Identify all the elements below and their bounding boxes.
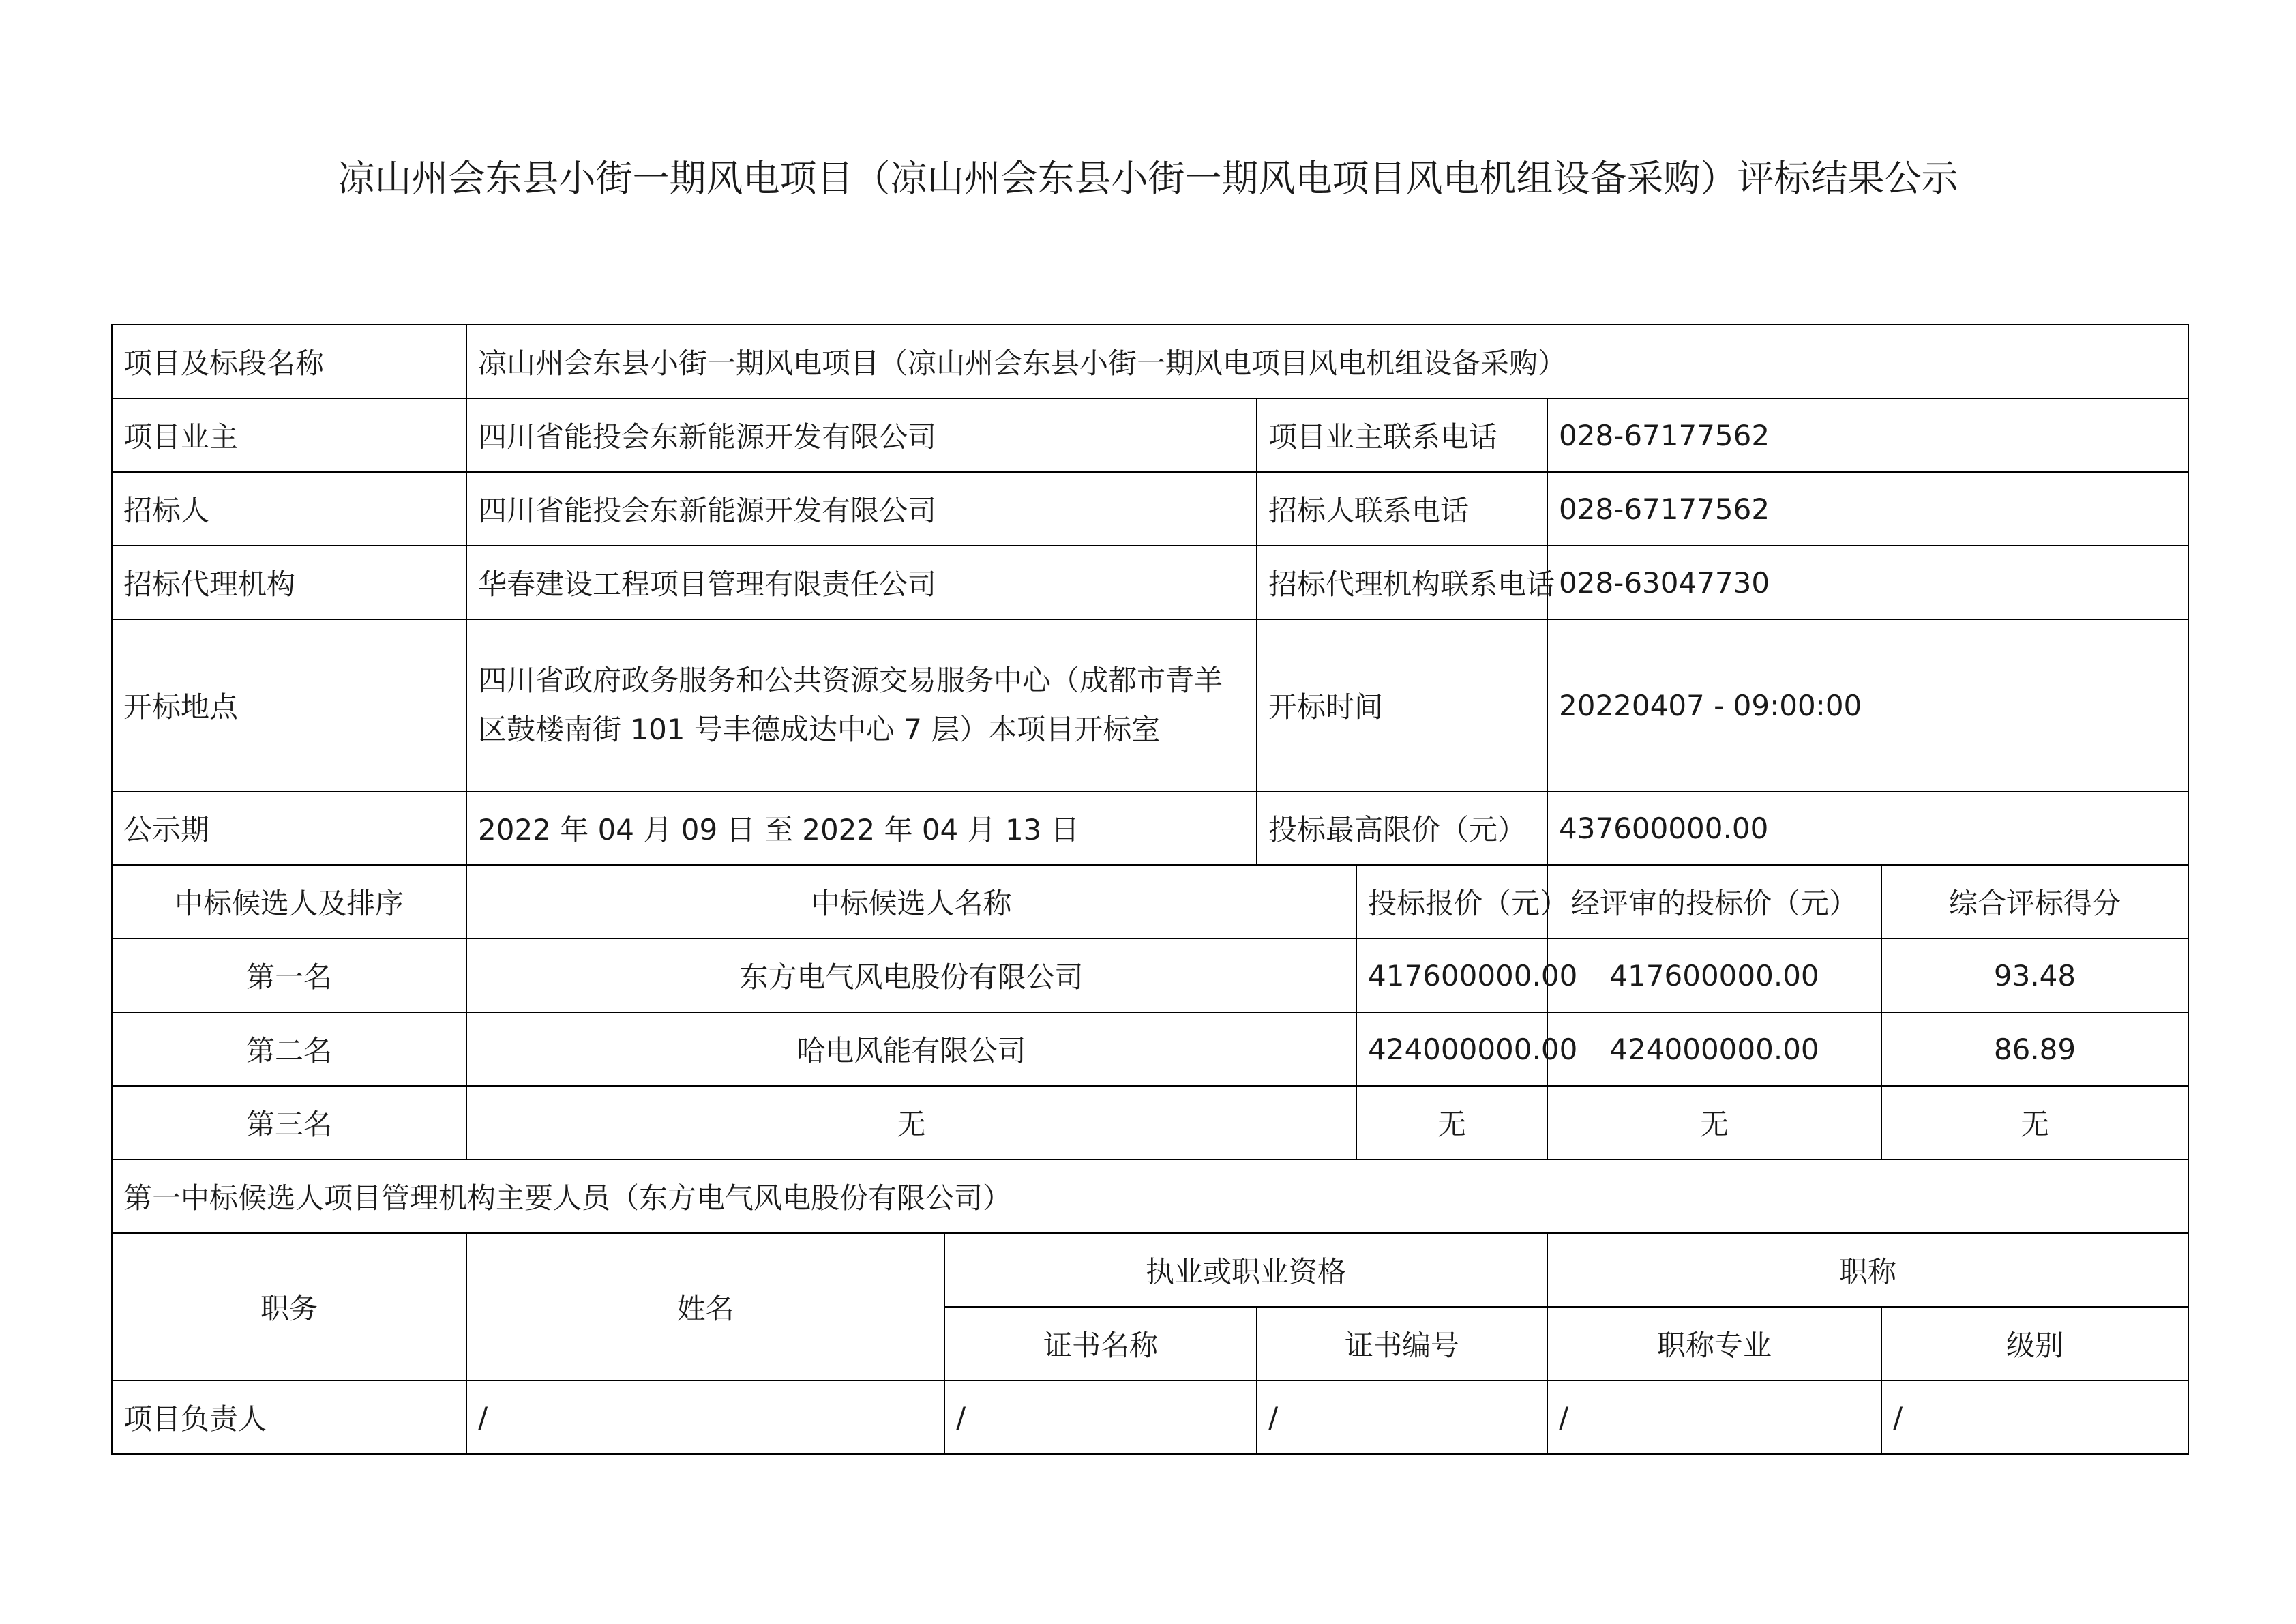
- tenderer-row: [112, 472, 2188, 546]
- personnel-cert-name: /: [944, 1381, 1257, 1454]
- candidates-header-evaluated: 经评审的投标价（元）: [1547, 865, 1881, 939]
- candidate-evaluated-price: 无: [1547, 1086, 1881, 1160]
- candidate-row: [112, 1012, 2188, 1086]
- period-label: 公示期: [112, 791, 466, 865]
- candidate-score: 93.48: [1881, 939, 2188, 1012]
- candidate-bid: 无: [1356, 1086, 1547, 1160]
- candidate-bid: 417600000.00: [1356, 939, 1547, 1012]
- max-price-label: 投标最高限价（元）: [1257, 791, 1547, 865]
- candidate-row: [112, 1086, 2188, 1160]
- tenderer-value: 四川省能投会东新能源开发有限公司: [466, 472, 1257, 546]
- personnel-position: 项目负责人: [112, 1381, 466, 1454]
- project-name-row: [112, 325, 2188, 398]
- candidate-score: 无: [1881, 1086, 2188, 1160]
- owner-phone-label: 项目业主联系电话: [1257, 398, 1547, 472]
- max-price-value: 437600000.00: [1547, 791, 2188, 865]
- candidate-name: 哈电风能有限公司: [466, 1012, 1356, 1086]
- personnel-header-title: 职称: [1547, 1233, 2188, 1307]
- location-value: 四川省政府政务服务和公共资源交易服务中心（成都市青羊区鼓楼南街 101 号丰德成达中心 7 层）本项目开标室: [466, 619, 1257, 791]
- candidate-evaluated-price: 424000000.00: [1547, 1012, 1881, 1086]
- tenderer-label: 招标人: [112, 472, 466, 546]
- location-row: [112, 619, 2188, 791]
- page-title: 凉山州会东县小街一期风电项目（凉山州会东县小街一期风电项目风电机组设备采购）评标结果公示: [338, 157, 1958, 200]
- owner-row: [112, 398, 2188, 472]
- personnel-header-level: 级别: [1881, 1307, 2188, 1381]
- personnel-specialty: /: [1547, 1381, 1881, 1454]
- owner-phone-value: 028-67177562: [1547, 398, 2188, 472]
- candidates-header-rank: 中标候选人及排序: [112, 865, 466, 939]
- candidate-name: 东方电气风电股份有限公司: [466, 939, 1356, 1012]
- project-name-label: 项目及标段名称: [112, 325, 466, 398]
- personnel-header-position: 职务: [112, 1233, 466, 1381]
- personnel-header-cert-no: 证书编号: [1257, 1307, 1547, 1381]
- candidate-score: 86.89: [1881, 1012, 2188, 1086]
- personnel-header-row: [112, 1233, 2188, 1307]
- personnel-level: /: [1881, 1381, 2188, 1454]
- personnel-name: /: [466, 1381, 944, 1454]
- agency-row: [112, 546, 2188, 619]
- agency-value: 华春建设工程项目管理有限责任公司: [466, 546, 1257, 619]
- candidate-row: [112, 939, 2188, 1012]
- personnel-header-qualification: 执业或职业资格: [944, 1233, 1547, 1307]
- opening-time-label: 开标时间: [1257, 619, 1547, 791]
- location-label: 开标地点: [112, 619, 466, 791]
- candidates-header-score: 综合评标得分: [1881, 865, 2188, 939]
- candidate-name: 无: [466, 1086, 1356, 1160]
- personnel-header-specialty: 职称专业: [1547, 1307, 1881, 1381]
- owner-value: 四川省能投会东新能源开发有限公司: [466, 398, 1257, 472]
- personnel-header-name: 姓名: [466, 1233, 944, 1381]
- candidates-header-name: 中标候选人名称: [466, 865, 1356, 939]
- personnel-section-title: 第一中标候选人项目管理机构主要人员（东方电气风电股份有限公司）: [112, 1160, 2188, 1233]
- personnel-cert-no: /: [1257, 1381, 1547, 1454]
- agency-label: 招标代理机构: [112, 546, 466, 619]
- candidate-rank: 第一名: [112, 939, 466, 1012]
- candidate-rank: 第三名: [112, 1086, 466, 1160]
- owner-label: 项目业主: [112, 398, 466, 472]
- personnel-header-cert-name: 证书名称: [944, 1307, 1257, 1381]
- period-row: [112, 791, 2188, 865]
- candidate-bid: 424000000.00: [1356, 1012, 1547, 1086]
- personnel-row: [112, 1381, 2188, 1454]
- candidate-rank: 第二名: [112, 1012, 466, 1086]
- bid-result-table: [111, 324, 2189, 1455]
- tenderer-phone-label: 招标人联系电话: [1257, 472, 1547, 546]
- candidate-evaluated-price: 417600000.00: [1547, 939, 1881, 1012]
- personnel-section-row: [112, 1160, 2188, 1233]
- candidates-header-bid: 投标报价（元）: [1356, 865, 1547, 939]
- tenderer-phone-value: 028-67177562: [1547, 472, 2188, 546]
- agency-phone-value: 028-63047730: [1547, 546, 2188, 619]
- agency-phone-label: 招标代理机构联系电话: [1257, 546, 1547, 619]
- candidates-header-row: [112, 865, 2188, 939]
- project-name-value: 凉山州会东县小街一期风电项目（凉山州会东县小街一期风电项目风电机组设备采购）: [466, 325, 2188, 398]
- opening-time-value: 20220407 - 09:00:00: [1547, 619, 2188, 791]
- period-value: 2022 年 04 月 09 日 至 2022 年 04 月 13 日: [466, 791, 1257, 865]
